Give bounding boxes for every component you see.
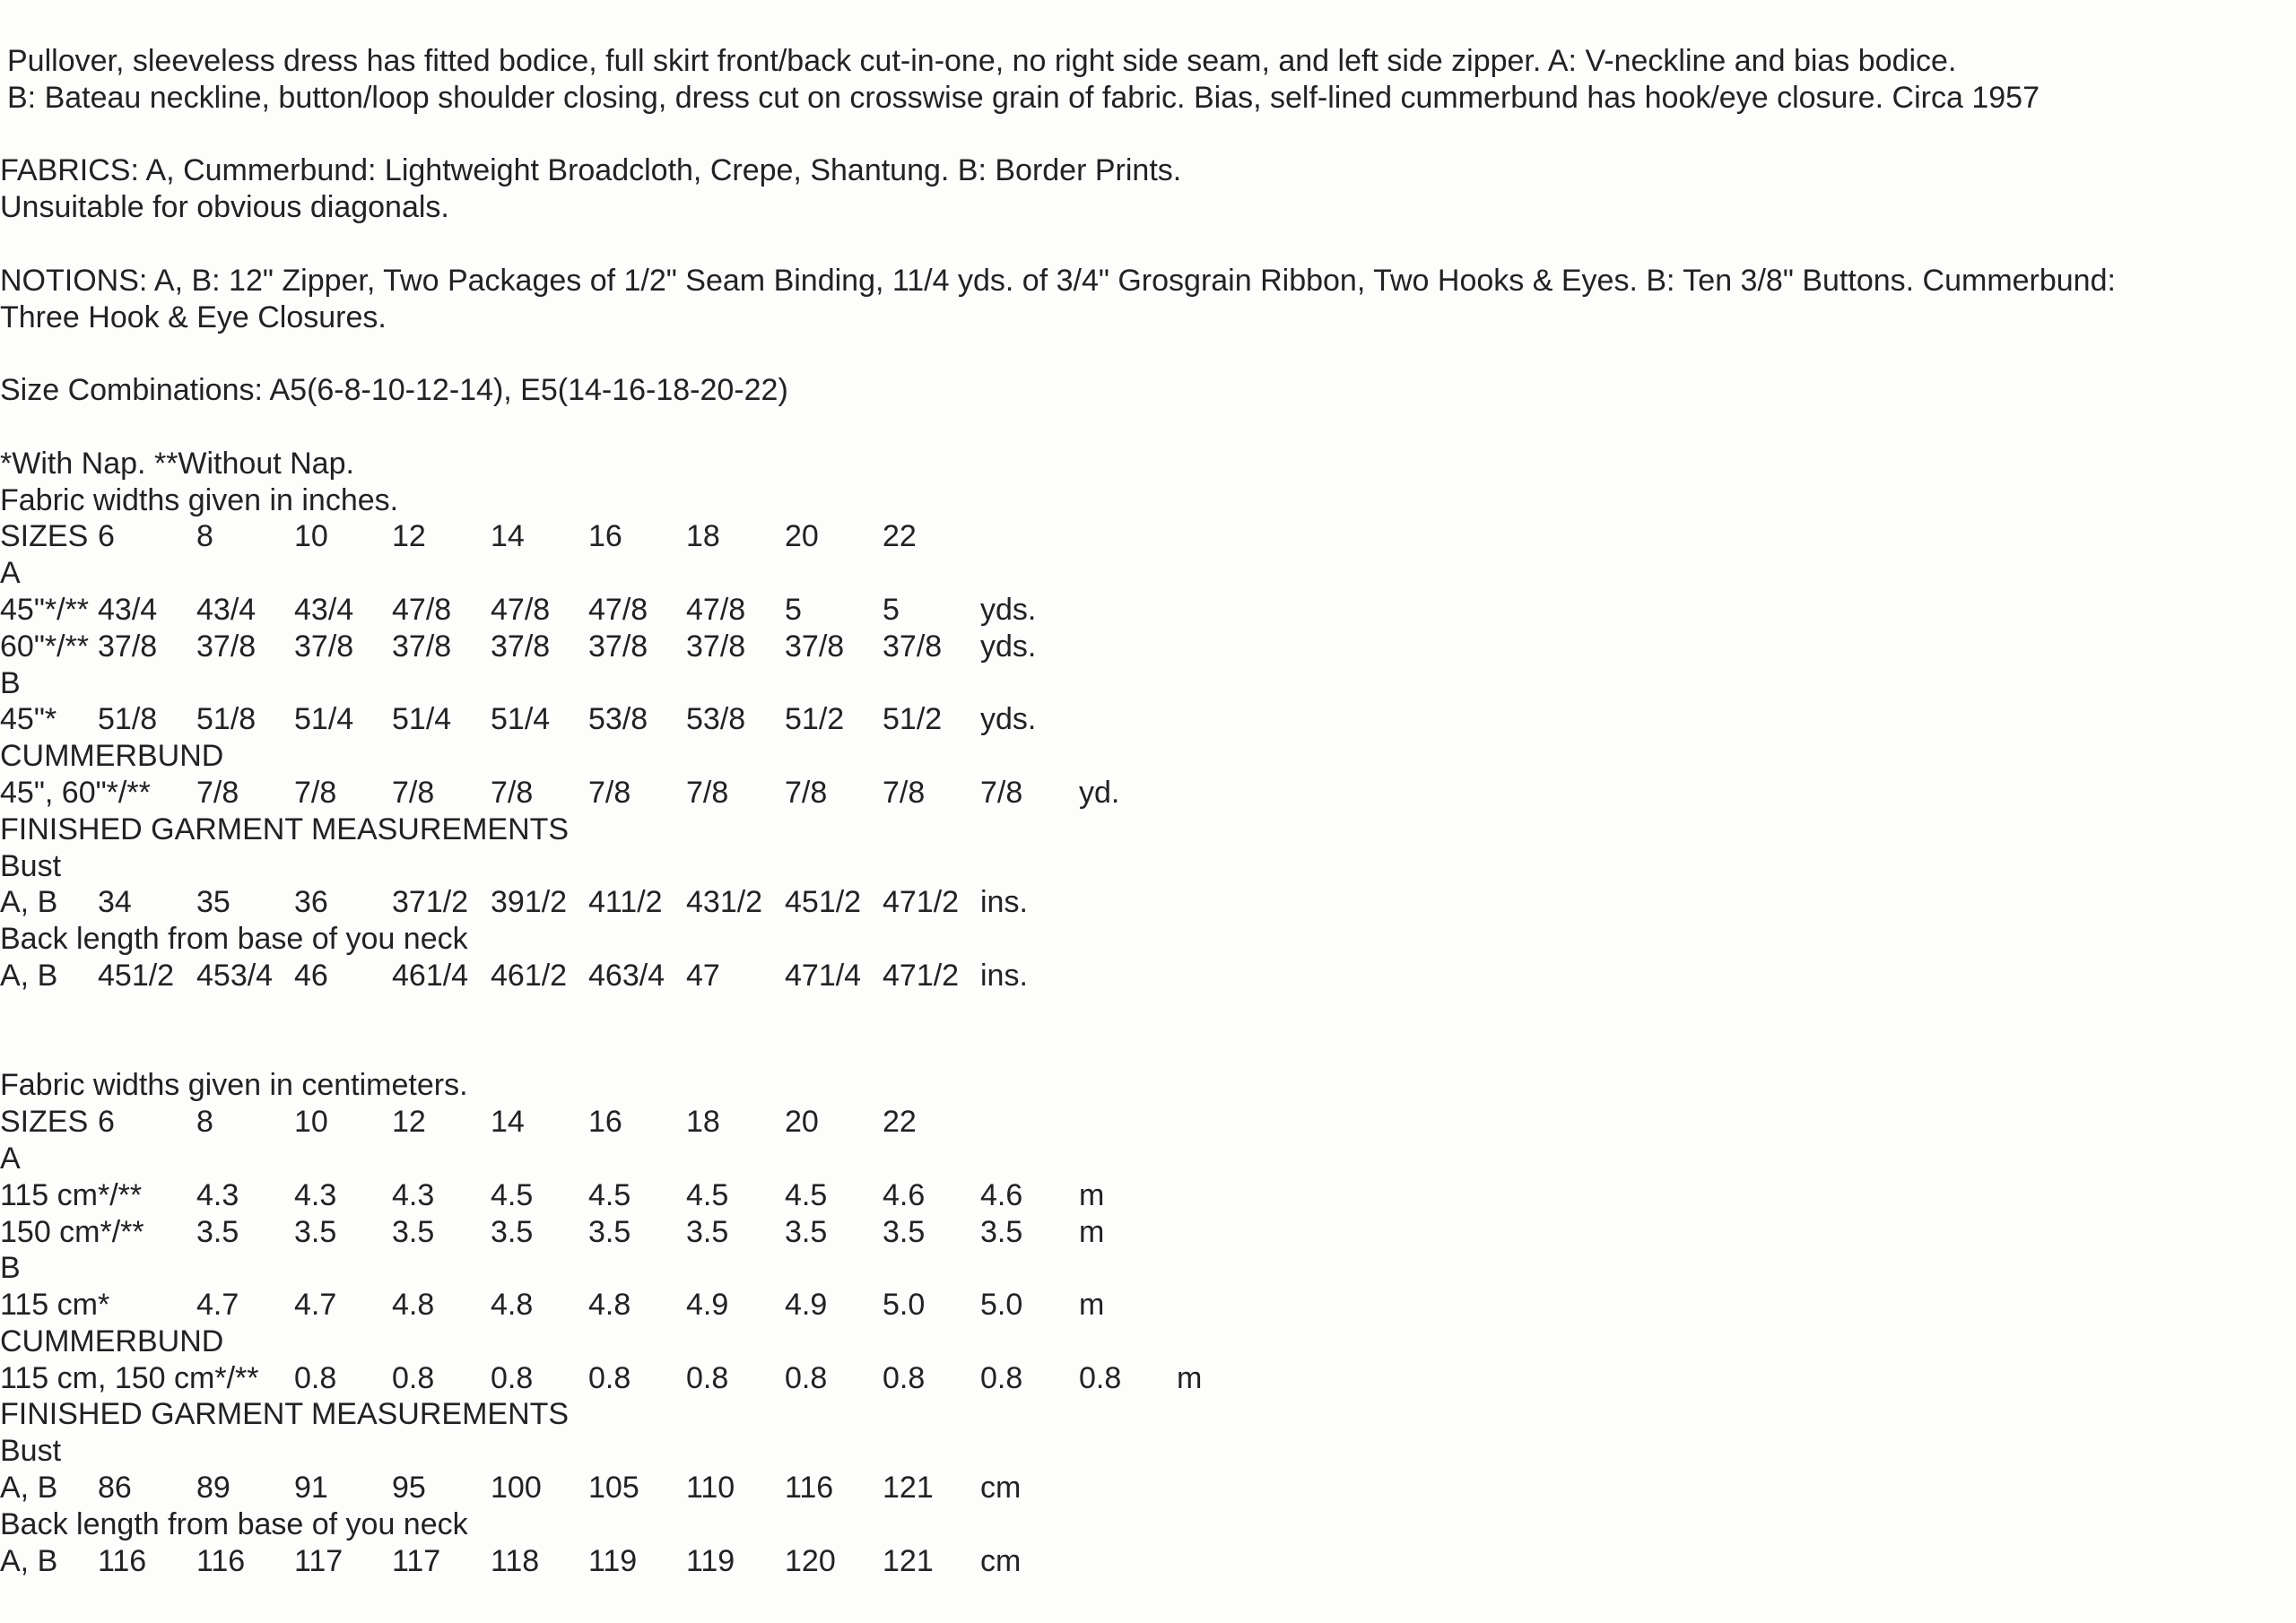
- size-cell: 22: [883, 1105, 917, 1140]
- unit-cell: yds.: [980, 629, 1037, 664]
- value-cell: 4.9: [785, 1288, 828, 1323]
- value-cell: 51/4: [491, 702, 551, 737]
- size-cell: 12: [392, 1105, 426, 1140]
- value-cell: 0.8: [392, 1360, 435, 1395]
- value-cell: 105: [588, 1471, 639, 1506]
- value-cell: 121: [883, 1471, 934, 1506]
- size-cell: 16: [588, 1105, 622, 1140]
- value-cell: 7/8: [686, 775, 729, 810]
- value-cell: 116: [785, 1471, 834, 1506]
- size-combinations: Size Combinations: A5(6-8-10-12-14), E5(14-16-18-20-22): [0, 373, 788, 408]
- value-cell: 3.5: [785, 1214, 828, 1249]
- value-cell: 4.5: [785, 1177, 828, 1212]
- row-label: 115 cm, 150 cm*/**: [0, 1360, 259, 1395]
- value-cell: 37/8: [883, 629, 943, 664]
- view-b-label: B: [0, 665, 21, 700]
- value-cell: 37/8: [294, 629, 354, 664]
- row-label: 115 cm*: [0, 1288, 110, 1323]
- value-cell: 110: [686, 1471, 735, 1506]
- yardage-row: [0, 1287, 2296, 1324]
- unit-cell: ins.: [980, 958, 1028, 993]
- value-cell: 100: [491, 1471, 542, 1506]
- value-cell: 43/4: [294, 592, 354, 627]
- value-cell: 47/8: [686, 592, 746, 627]
- value-cell: 3.5: [392, 1214, 435, 1249]
- value-cell: 46: [294, 958, 328, 993]
- value-cell: 120: [785, 1543, 836, 1578]
- fabrics-line: Unsuitable for obvious diagonals.: [0, 190, 449, 225]
- yardage-row: [0, 701, 2296, 738]
- value-cell: 51/4: [294, 702, 354, 737]
- unit-cell: cm: [980, 1543, 1022, 1578]
- value-cell: 471/2: [883, 958, 960, 993]
- value-cell: 7/8: [785, 775, 828, 810]
- value-cell: 117: [294, 1543, 344, 1578]
- value-cell: 4.3: [392, 1177, 435, 1212]
- value-cell: 4.8: [588, 1288, 631, 1323]
- value-cell: 4.7: [196, 1288, 239, 1323]
- value-cell: 463/4: [588, 958, 665, 993]
- value-cell: 95: [392, 1471, 426, 1506]
- value-cell: 461/2: [491, 958, 568, 993]
- size-cell: 12: [392, 519, 426, 554]
- value-cell: 119: [686, 1543, 735, 1578]
- fabrics-line: FABRICS: A, Cummerbund: Lightweight Broadcloth, Crepe, Shantung. B: Border Prints.: [0, 153, 1182, 188]
- value-cell: 51/8: [196, 702, 257, 737]
- description-line: Pullover, sleeveless dress has fitted bodice, full skirt front/back cut-in-one, no right side seam, and left side zipper. A: V-neckline and bias bodice.: [7, 44, 1957, 78]
- value-cell: 4.8: [491, 1288, 534, 1323]
- value-cell: 0.8: [588, 1360, 631, 1395]
- value-cell: 5: [883, 592, 900, 627]
- value-cell: 391/2: [491, 885, 568, 920]
- value-cell: 37/8: [588, 629, 648, 664]
- unit-cell: ins.: [980, 885, 1028, 920]
- value-cell: 0.8: [980, 1360, 1023, 1395]
- value-cell: 5: [785, 592, 802, 627]
- value-cell: 121: [883, 1543, 934, 1578]
- value-cell: 37/8: [491, 629, 551, 664]
- back-length-label: Back length from base of you neck: [0, 1506, 468, 1541]
- cummerbund-label: CUMMERBUND: [0, 739, 224, 774]
- unit-cell: cm: [980, 1471, 1022, 1506]
- size-cell: 16: [588, 519, 622, 554]
- value-cell: 53/8: [686, 702, 746, 737]
- value-cell: 451/2: [98, 958, 175, 993]
- bust-label: Bust: [0, 848, 62, 883]
- value-cell: 453/4: [196, 958, 274, 993]
- value-cell: 7/8: [883, 775, 926, 810]
- value-cell: 47/8: [491, 592, 551, 627]
- finished-measurements-label: FINISHED GARMENT MEASUREMENTS: [0, 812, 570, 846]
- value-cell: 5.0: [980, 1288, 1023, 1323]
- value-cell: 37/8: [196, 629, 257, 664]
- value-cell: 4.5: [686, 1177, 729, 1212]
- bust-label: Bust: [0, 1434, 62, 1469]
- size-cell: 20: [785, 519, 819, 554]
- row-label: A, B: [0, 1471, 58, 1506]
- value-cell: 3.5: [980, 1214, 1023, 1249]
- notions-line: Three Hook & Eye Closures.: [0, 299, 387, 334]
- size-cell: 20: [785, 1105, 819, 1140]
- value-cell: 51/8: [98, 702, 158, 737]
- row-label: 45"*/**: [0, 592, 90, 627]
- value-cell: 35: [196, 885, 230, 920]
- row-label: A, B: [0, 958, 58, 993]
- value-cell: 7/8: [294, 775, 337, 810]
- unit-cell: m: [1079, 1288, 1105, 1323]
- value-cell: 86: [98, 1471, 132, 1506]
- value-cell: 91: [294, 1471, 328, 1506]
- value-cell: 0.8: [491, 1360, 534, 1395]
- value-cell: 471/2: [883, 885, 960, 920]
- value-cell: 116: [98, 1543, 147, 1578]
- value-cell: 7/8: [980, 775, 1023, 810]
- value-cell: 89: [196, 1471, 230, 1506]
- value-cell: 119: [588, 1543, 638, 1578]
- size-cell: 8: [196, 1105, 213, 1140]
- value-cell: 51/4: [392, 702, 452, 737]
- value-cell: 0.8: [785, 1360, 828, 1395]
- row-label: 45", 60"*/**: [0, 775, 151, 810]
- yardage-row: [0, 629, 2296, 665]
- value-cell: 7/8: [491, 775, 534, 810]
- value-cell: 0.8: [1079, 1360, 1122, 1395]
- size-cell: 18: [686, 1105, 720, 1140]
- value-cell: 3.5: [294, 1214, 337, 1249]
- size-cell: 14: [491, 519, 525, 554]
- sizes-label: SIZES: [0, 1105, 89, 1140]
- pattern-document: [0, 43, 2296, 1579]
- metric-title: Fabric widths given in centimeters.: [0, 1068, 468, 1103]
- size-cell: 10: [294, 519, 328, 554]
- size-cell: 8: [196, 519, 213, 554]
- metric-sizes-row: [0, 1104, 2296, 1141]
- value-cell: 0.8: [883, 1360, 926, 1395]
- value-cell: 43/4: [98, 592, 158, 627]
- value-cell: 51/2: [883, 702, 943, 737]
- value-cell: 4.3: [294, 1177, 337, 1212]
- value-cell: 431/2: [686, 885, 763, 920]
- unit-cell: yds.: [980, 592, 1037, 627]
- value-cell: 4.3: [196, 1177, 239, 1212]
- value-cell: 117: [392, 1543, 441, 1578]
- value-cell: 4.5: [491, 1177, 534, 1212]
- value-cell: 411/2: [588, 885, 663, 920]
- value-cell: 53/8: [588, 702, 648, 737]
- finished-measurements-label: FINISHED GARMENT MEASUREMENTS: [0, 1397, 570, 1432]
- value-cell: 47/8: [588, 592, 648, 627]
- size-cell: 6: [98, 519, 115, 554]
- unit-cell: m: [1177, 1360, 1203, 1395]
- value-cell: 0.8: [294, 1360, 337, 1395]
- description-line: B: Bateau neckline, button/loop shoulder closing, dress cut on crosswise grain of fabric. Bias, self-lined cummerbund has hook/eye closure. Circa 1957: [7, 80, 2039, 115]
- yardage-row: [0, 1214, 2296, 1251]
- size-cell: 10: [294, 1105, 328, 1140]
- imperial-sizes-row: [0, 518, 2296, 555]
- value-cell: 43/4: [196, 592, 257, 627]
- value-cell: 4.8: [392, 1288, 435, 1323]
- value-cell: 4.6: [883, 1177, 926, 1212]
- value-cell: 4.6: [980, 1177, 1023, 1212]
- imperial-title: Fabric widths given in inches.: [0, 482, 399, 517]
- bust-row: [0, 1470, 2296, 1506]
- bust-row: [0, 884, 2296, 921]
- value-cell: 37/8: [785, 629, 845, 664]
- value-cell: 4.7: [294, 1288, 337, 1323]
- row-label: 45"*: [0, 702, 57, 737]
- unit-cell: m: [1079, 1177, 1105, 1212]
- row-label: 115 cm*/**: [0, 1177, 143, 1212]
- back-length-label: Back length from base of you neck: [0, 922, 468, 957]
- value-cell: 37/8: [392, 629, 452, 664]
- value-cell: 36: [294, 885, 328, 920]
- value-cell: 7/8: [392, 775, 435, 810]
- value-cell: 37/8: [686, 629, 746, 664]
- notions-line: NOTIONS: A, B: 12" Zipper, Two Packages of 1/2" Seam Binding, 11/4 yds. of 3/4" Grosgrain Ribbon, Two Hooks & Eyes. B: Ten 3/8" Buttons. Cummerbund:: [0, 263, 2116, 298]
- value-cell: 51/2: [785, 702, 845, 737]
- value-cell: 4.9: [686, 1288, 729, 1323]
- yardage-row: [0, 592, 2296, 629]
- back-length-row: [0, 1543, 2296, 1580]
- value-cell: 7/8: [588, 775, 631, 810]
- sizes-label: SIZES: [0, 519, 89, 554]
- value-cell: 3.5: [196, 1214, 239, 1249]
- value-cell: 47/8: [392, 592, 452, 627]
- row-label: A, B: [0, 885, 58, 920]
- row-label: 150 cm*/**: [0, 1214, 144, 1249]
- value-cell: 118: [491, 1543, 540, 1578]
- size-cell: 6: [98, 1105, 115, 1140]
- unit-cell: m: [1079, 1214, 1105, 1249]
- unit-cell: yd.: [1079, 775, 1120, 810]
- value-cell: 461/4: [392, 958, 469, 993]
- value-cell: 3.5: [883, 1214, 926, 1249]
- nap-note: *With Nap. **Without Nap.: [0, 446, 354, 481]
- view-a-label: A: [0, 1141, 21, 1176]
- size-cell: 18: [686, 519, 720, 554]
- value-cell: 371/2: [392, 885, 469, 920]
- size-cell: 22: [883, 519, 917, 554]
- view-b-label: B: [0, 1251, 21, 1286]
- value-cell: 0.8: [686, 1360, 729, 1395]
- value-cell: 37/8: [98, 629, 158, 664]
- value-cell: 116: [196, 1543, 246, 1578]
- yardage-row: [0, 1177, 2296, 1214]
- row-label: 60"*/**: [0, 629, 90, 664]
- cummerbund-label: CUMMERBUND: [0, 1324, 224, 1358]
- view-a-label: A: [0, 556, 21, 591]
- value-cell: 34: [98, 885, 132, 920]
- value-cell: 451/2: [785, 885, 862, 920]
- value-cell: 471/4: [785, 958, 862, 993]
- row-label: A, B: [0, 1543, 58, 1578]
- value-cell: 3.5: [686, 1214, 729, 1249]
- unit-cell: yds.: [980, 702, 1037, 737]
- value-cell: 3.5: [588, 1214, 631, 1249]
- size-cell: 14: [491, 1105, 525, 1140]
- value-cell: 7/8: [196, 775, 239, 810]
- value-cell: 4.5: [588, 1177, 631, 1212]
- yardage-row: [0, 775, 2296, 812]
- yardage-row: [0, 1360, 2296, 1397]
- value-cell: 5.0: [883, 1288, 926, 1323]
- value-cell: 47: [686, 958, 720, 993]
- back-length-row: [0, 958, 2296, 994]
- value-cell: 3.5: [491, 1214, 534, 1249]
